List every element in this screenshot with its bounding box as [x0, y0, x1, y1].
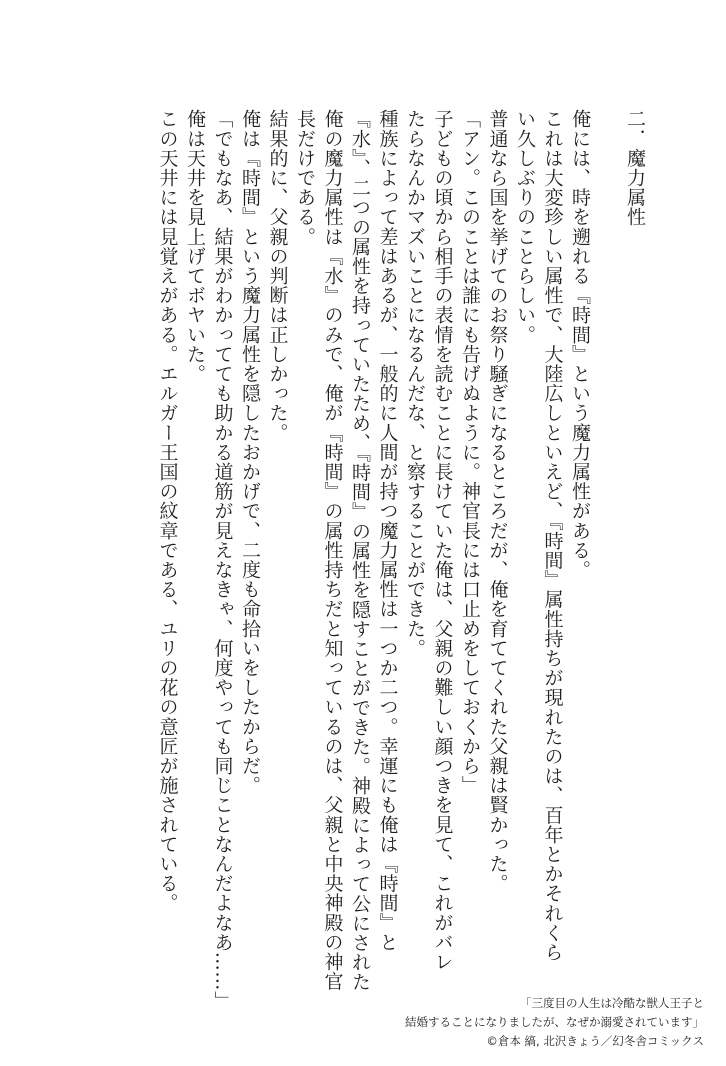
- credit-title-line-2: 結婚することになりましたが、なぜか溺愛されています」: [405, 1015, 704, 1029]
- copyright-line: ©倉本 縞, 北沢きょう／幻冬舎コミックス: [486, 1034, 704, 1048]
- vertical-body-text: 二．魔力属性 俺には、時を遡れる『時間』という魔力属性がある。 これは大変珍しい属性で、大陸広しといえど、『時間』属性持ちが現れたのは、百年とかそれくら い久しぶりのことらしい。 普通なら国を挙げてのお祭り騒ぎになるところだが、俺を育ててくれた父親は賢かった。 「アン。このことは誰にも告げぬように。神官長には口止めをしておくから」 子どもの頃から相手の表情を読むことに長けていた俺は、父親の難しい顔つきを見て、これがバレ たらなんかマズいことになるんだな、と察することができた。 種族によって差はあるが、一般的に人間が持つ魔力属性は一つか二つ。幸運にも俺は『時間』と 『水』、二つの属性を持っていたため、『時間』の属性を隠すことができた。神殿によって公にされた 俺の魔力属性は『水』のみで、俺が『時間』の属性持ちだと知っているのは、父親と中央神殿の神官 長だけである。 結果的に、父親の判断は正しかった。 俺は『時間』という魔力属性を隠したおかげで、二度も命拾いをしたからだ。 「でもなあ、結果がわかってても助かる道筋が見えなきゃ、何度やっても同じことなんだよなあ……」 俺は天井を見上げてボヤいた。 この天井には見覚えがある。エルガー王国の紋章である、ユリの花の意匠が施されている。: [156, 109, 646, 1011]
- credit-title-line-1: 「三度目の人生は冷酷な獣人王子と: [520, 996, 704, 1010]
- credit-block: [274, 994, 704, 1051]
